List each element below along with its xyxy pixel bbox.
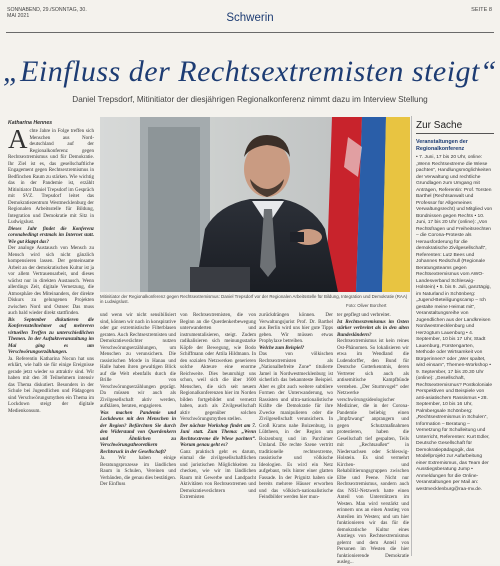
- section-title: Schwerin: [226, 12, 274, 24]
- interview-answer: Der analoge Austausch von Mensch zu Mensch wird sich nicht gänzlich kompensieren lassen. Der gemeinsame Arbeit an der demokratischen Kultur ist ja vor allem Vertrauensarbeit, und dieses wächst nur in direkten Austausch. Wenn allerdings Zeit, digitale Vernetzung, die Atmosphäre des Miteinanders, der direkte Diskurs zu gelungenen Projekten zwischen Nord und Ostsee: Das muss auch bald wieder direkt stattfinden.: [8, 245, 94, 316]
- article-column-4: [259, 312, 333, 556]
- interview-question: Bis September diskutieren die Konferenzteilnehmer auf mehreren virtuellen Treffen zu unterschiedlichen Themen. In der Auftaktveranstaltung im Mai ging es um Verschwörungserzählungen.: [8, 316, 94, 355]
- interview-question: Was machen Pandemie und Lockdowns mit den Menschen in der Region? Befürchten Sie durch den Widerstand von Querdenkern und Ähnlichen zu Verschwörungstheoretikern Rechtsruck in der Gesellschaft?: [100, 409, 176, 455]
- article-headline: „Einfluss der Rechtsextremisten steigt“: [2, 55, 498, 88]
- article-column-2: [100, 312, 176, 556]
- author-byline: Katharina Hennes: [8, 120, 53, 126]
- interview-question: Dieses Jahr findet die Konferenz coronabedingt erstmals im Internet statt. Wie gut klappt das?: [8, 225, 94, 245]
- photo-caption: Mitinitiator der Regionalkonferenz gegen Rechtsextremismus: Daniel Trepsdorf vor der Regionalen Arbeitsstelle für Bildung, Integration und Demokratie (RAA) in Ludwigslust.: [100, 294, 408, 305]
- photo-credit: Foto: Oliver Borchert: [346, 303, 387, 308]
- info-box-subtitle: Veranstaltungen der Regionalkonferenz: [416, 139, 468, 152]
- drop-cap: A: [8, 124, 28, 154]
- interview-answer: und wenn wir nicht sensibilisiert sind, können wir nach in konspirative oder gar extremistische Filterblasen geraten. Auch Rechtsextremisten und Demokratieverächter nutzen Verschwörungserzählungen, um Menschen zu verunsichern. Die rassistischen Morde in Hanau und Halle haben ihren gewaltigen Blick auf die Welt ebenfalls durch die Brille von Verschwörungserzählungen geprägt. Da müssen wir auch als Zivilgesellschaft aktiv werden, aufklären, beraten, engagieren.: [100, 312, 176, 409]
- info-box-rule: [416, 133, 494, 134]
- interview-answer: Ja. Referentin Katharina Nocun hat uns erklärt, wie halb sie für einige Ereignisse gerade jetzt wieder so attraktiv sind. Wir haben mit den 30 Teilnehmern intensiv das Thema diskutiert. Besonders in der Schule bei Jugendlichen und Pädagogen sind Verschwörungsmythen ein Thema im Lockdown steigt der digitale Medienkonsum.: [8, 355, 94, 414]
- interview-question: Der nächste Workshop findet am 7. Juni statt. Zum Thema: „Wenn Rechtsextreme die Wiese pachten“. Worum genau geht es?: [180, 422, 256, 448]
- article-column-3: [180, 312, 256, 556]
- sidebar-divider: [411, 116, 412, 556]
- info-box: [416, 120, 494, 556]
- event-list: • 7. Juni, 17 bis 20 Uhr, online: „Wenn Rechtsextreme die Wiese pachten“, Handlungsmöglichkeiten der Verwaltung und rechtliche Grundlagen zum Umgang mit Anträgen, Referentin: Prof. Torsten Barthel (Rechtsanwalt und Professor für Allgemeines Verwaltungsrecht) und Mitglied von Bündnissen gegen Rechts • 10. Juni, 17 bis 20 Uhr (online): „Von Rechtsfragen und Freiheitsrechten – die Corona-Proteste als Herausforderung für die demokratische Zivilgesellschaft“, Referenten: Lutz Bees und Johannes Redschull (Regionale Beratungsteams gegen Rechtsextremismus vom AWO-Landesverband Schleswig-Holstein) • 5. bis 9. Juli, ganztägig, im Naturland in Schönberg: „Jugend-Beteiligungscamp – Ich gestalte meine Heimat mit“, Veranstaltungsreihe von Jugendlichen aus der Landkreisen Nordwestmecklenburg und Herzogtum Lauenburg • 4. September, 10 bis 17 Uhr, Stadt Lauenburg, Fürstengarten, Methode oder Wirtsamkeit von Bürgerinnen? oder „Wer spaltet, wird einsam“, Themen-Workshop • 9. September, 17 bis 20.30 Uhr (online): „Gesellschaft, Rechtsextremismus? Postkoloniale Perspektiven und Beispiele von anti-asiatischem Rassismus • 28. September, 10 bis 16 Uhr, Palmbergsale Schönberg: „Rechtsextremismus in Schulen“, Information – Beratung – Vernetzung für Schulleitung und Unterricht, Referenten: Kurt Edler, Deutsche Gesellschaft für Demokratiepädagogik, das Modellprojekt zur Aufarbeitung einer Extremismus, das Team der Ausstiegsberatung Jump • Anmeldungen für die Online-Veranstaltungen per Mail an: westmecklenburg@raa-mv.de.: [416, 155, 493, 492]
- interview-question: Welche zum Beispiel?: [259, 344, 305, 351]
- article-column-5: [337, 312, 409, 565]
- article-intro: chte Jahre in Folge treffen sich Menschen aus Nord-deutschland auf der Regionalkonferenz gegen Rechtsextremismus und für Demokratie. Ihr Ziel ist es, das gesellschaftliche Engagement gegen Rechtsextremismus in Bedfinchen Raum zu stärken. Wie wichtig das in der Pandemie ist, erzählt Mitinitiator Daniel Trepsdorf im Gespräch mit SVZ. Trepsdorf leitet das Demokratiezentrum Westmecklenburg der Regionalen Arbeitsstelle für Bildung, Integration und Demokratie mit Sitz in Ludwigslust.: [8, 128, 94, 225]
- interview-answer: Ganz praktisch geht es darum, einmal die zivilgesellschaftlichen und juristischen Möglichkeiten zu checken, wie wir im ländlichen Raum mit Gewerbe und Landpacht Aktivitäten von Rechtsextremen und Demokratieverächtern und Extremisten: [180, 448, 256, 500]
- article-column-1: [8, 124, 94, 556]
- header-rule: [6, 32, 494, 33]
- article-subheadline: Daniel Trepsdorf, Mitinitiator der diesjährigen Regionalkonferenz nimmt dazu im Interview Stellung: [72, 95, 428, 104]
- issue-date: SONNABEND, 29./SONNTAG, 30. MAI 2021: [7, 7, 87, 20]
- page-number: SEITE 8: [471, 7, 492, 13]
- photo-image: [100, 117, 410, 292]
- info-box-title: Zur Sache: [416, 120, 463, 131]
- article-photo: [100, 117, 410, 292]
- interview-answer: ter gepflegt und verbreitet.: [337, 312, 391, 318]
- interview-answer: zurückdrängen können. Der Verwaltungsjurist Prof. Dr. Barthel aus Berlin wird uns hier gute Tipps geben. Wir müssen etwas Prophylaxe betreiben.: [259, 312, 333, 344]
- interview-answer: Rechtsextremismus ist kein reines Ost-Phänomen. So lokalisieren wir etwa im Wendland die Ludendorffer, den Bund für Deutsche Gotterkenntnis, deren Vertreter sich auch als antisemitische Kampfbünde verstehen. „Der Sturmvogel“ oder Netzwerke verschwörungsideologischer Mediziner, die in der Corona-Pandemie beliebig einen „Impfzwang“ anprangern und gegen Schutzmaßnahmen protestieren, haben die Gesellschaft tief gespalten, Teils mit „Rechtsaußen“ in Niedersachsen oder Schleswig-Holstein. Es sind vermehrt Kirchen- und Rehabilitierungsgruppen zwischen Elbe und Peene. Nicht nur Rechtsextremismus, sondern auch das NSU-Netzwerk hatte einen Anteil von Unterstützern im Westen. Man wird verstärkt und erinnern uns an einen Anstieg von Anteilen im Westen; und um hier funktionieren wir das für die demokratische Kultur eines Anstiegs von Rechtsextremismus gelernt und dem Anteil von Personen im Westen die hier funktionierende Demokratie ausleg...: [337, 338, 409, 565]
- interview-answer: Das von völkischen Rechtsextremisten als „Nationalbefreite Zone“ titulierte Jamel in Nordwestmecklenburg ist sicherlich das bekannteste Beispiel. Aber es gibt auch weitere subtilere Formen der Unterwanderung, wo Rassisten und ultra-nationalistische Kräfte die Demokratie für ihre Zwecke manipulieren oder die Zivilgesellschaft verunsichern. In Groß Krams nahe Boizenburg, in Lübtheen, in der Region um Boizenburg und im Parchimer Umland. Die rechte Szene vertritt traditionelle rechtsextreme, rassistische und völkische Ideologien. Es wird ein Netz aufgebaut, teils hinter einer glatten Fassade. In der Prignitz haben sie bereits mehrere Häuser erworben und das völkisch-nationalistische Feindbilder werden hier mun-: [259, 351, 333, 500]
- interview-answer: Ja. Wir haben einige Beratungsprozesse im ländlichen Raum in Schulen, Vereinen und Verbänden, die genau dies bestätigen. Der Einfluss: [100, 455, 176, 487]
- interview-question: Ist Rechtsextremismus im Osten stärker verbreitet als in den alten Bundesländern?: [337, 318, 409, 338]
- interview-answer: von Rechtsextremisten, die von Beginn an die Querdenkerbewegung unterwanderten und instrumentalisieren, steigt. Zudem radikalisieren sich meinungsstarke Köpfe der Bewegung, wie Bodo Schiffmann oder Attila Hildmann. In den sozialen Netzwerken generieren solche Akteure eine enorme Reichweite. Dies beunruhigt uns schon, weil sich die über 1600 Menschen, die sich seit neuem Regionalkonferenzen hier im Norden bilden fortgebildet und vernetzt haben, auch als Zivilgesellschaft aktiv gegenüber solchen Verschwörungsmythen stellen.: [180, 312, 256, 422]
